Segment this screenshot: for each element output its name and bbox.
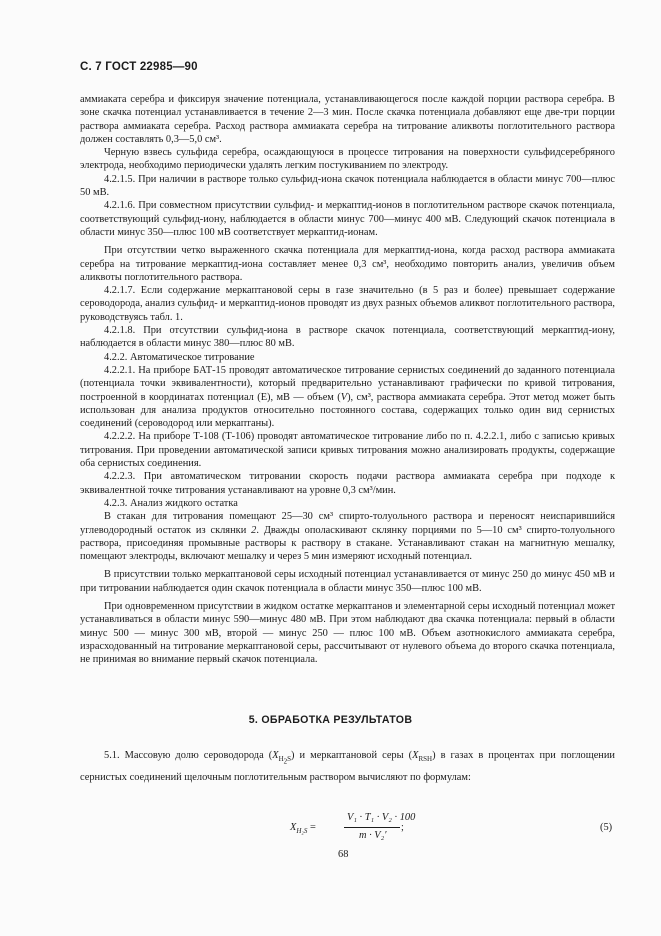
variable: X <box>272 750 279 761</box>
text-run: ), см³, раствора аммиаката серебра. Этот метод может быть использован для анализа продуктов относительно постоянного состава, содержащих только один вид сернистых соединений (сероводород или меркаптаны). <box>80 391 615 430</box>
paragraph <box>80 745 615 789</box>
paragraph: В присутствии только меркаптановой серы исходный потенциал устанавливается от минус 250 до минус 450 мВ и при титровании наблюдается один скачок потенциала в области минус 350—плюс 100 мВ. <box>80 569 615 594</box>
variable: X <box>412 750 419 761</box>
paragraph: 4.2.1.5. При наличии в растворе только сульфид-иона скачок потенциала наблюдается в области минус 700—плюс 50 мВ. <box>80 173 615 199</box>
paragraph: При одновременном присутствии в жидком остатке меркаптанов и элементарной серы исходный потенциал может устанавливаться в области минус 590—минус 480 мВ. При этом наблюдают два скачка потенциала: первый в области минус 500 — минус 300 мВ, второй — минус 250 — плюс 100 мВ. Объем азотнокислого аммиаката серебра, израсходованный на титрование меркаптановой серы, рассчитывают от нулевого объема до второго скачка потенциала, не принимая во внимание первый скачок потенциала. <box>80 600 615 666</box>
paragraph: 4.2.2.3. При автоматическом титровании скорость подачи раствора аммиаката серебра при подходе к эквивалентной точке титрования устанавливают на уровне 0,3 см³/мин. <box>80 471 615 496</box>
text-run: . Дважды ополаскивают склянку порциями по 5—10 см³ спирто-толуольного раствора, присоединяя промывные растворы к раствору в стакане. Устанавливают стакан на магнитную мешалку, помещают электроды, включают мешалку и через 5 мин измеряют исходный потенциал. <box>80 524 615 563</box>
paragraph <box>80 364 615 430</box>
subscript-part: S <box>287 755 292 764</box>
paragraph <box>80 510 615 563</box>
page-number: 68 <box>338 849 349 860</box>
paragraph: При отсутствии четко выраженного скачка потенциала для меркаптид-иона, когда расход раствора аммиаката серебра на титрование меркаптид-иона составляет менее 0,3 см³, необходимо повторить анализ, увеличив объем аликвоты поглотительного раствора. <box>80 245 615 283</box>
formula-lhs <box>290 822 316 836</box>
paragraph: 4.2.1.6. При совместном присутствии сульфид- и меркаптид-ионов в поглотительном растворе скачок потенциала, соответствующий сульфид-иону, наблюдается в области минус 700—минус 400 мВ. Следующий скачок потенциала в области минус 350—плюс 100 мВ соответствует меркаптид-ионам. <box>80 200 615 238</box>
subsection-heading: 4.2.2. Автоматическое титрование <box>104 351 255 363</box>
equals-sign: = <box>307 822 316 833</box>
equation-number: (5) <box>600 822 613 833</box>
subsection-heading: 4.2.3. Анализ жидкого остатка <box>104 497 238 509</box>
page-header: С. 7 ГОСТ 22985—90 <box>80 61 198 73</box>
text-run: В стакан для титрования помещают 25—30 см³ спирто-толуольного раствора и переносят неиспарившийся углеводородный остаток из склянки <box>80 511 615 536</box>
paragraph: аммиаката серебра и фиксируя значение потенциала, устанавливающегося после каждой порции раствора серебра. В зоне скачка потенциал устанавливается в течение 2—3 мин. После скачка потенциала добавляют еще две-три порции раствора аммиаката серебра. Расход раствора аммиаката серебра на титрование аликвоты поглотительного раствора должен составлять 0,3—5,0 см³. <box>80 94 615 145</box>
paragraph: 4.2.2.2. На приборе Т-108 (Т-106) проводят автоматическое титрование либо по п. 4.2.2.1, либо с записью кривых титрования. При проведении автоматической записи кривых титрования можно анализировать продукты, содержащие оба сернистых соединения. <box>80 431 615 470</box>
section-title: 5. ОБРАБОТКА РЕЗУЛЬТАТОВ <box>248 714 413 726</box>
item-number: 2 <box>251 524 257 536</box>
text-run: ) и меркаптановой серы ( <box>291 750 413 761</box>
subscript <box>278 755 292 766</box>
results-text <box>80 745 615 789</box>
subscript-part: 2 <box>283 757 288 766</box>
text-run: 5.1. Массовую долю сероводорода ( <box>104 750 273 761</box>
paragraph: Черную взвесь сульфида серебра, осаждающуюся в процессе титрования на поверхности сульфидсеребряного электрода, необходимо периодически удалять легким постукиванием по электроду. <box>80 147 615 172</box>
formula-numerator: V₁ · T₁ · V₂ · 100 <box>347 812 416 823</box>
body-text <box>80 93 615 666</box>
subscript: RSH <box>418 755 433 764</box>
fraction-bar <box>344 827 400 828</box>
subscript-part: H <box>278 755 284 764</box>
paragraph: 4.2.1.8. При отсутствии сульфид-иона в растворе скачок потенциала, соответствующий меркаптид-иону, наблюдается в области минус 380—плюс 80 мВ. <box>80 325 615 350</box>
formula-denominator: m · V₂′ <box>359 830 387 841</box>
formula-semicolon: ; <box>401 822 404 833</box>
text-run: ) в газах в процентах при поглощении сернистых соединений щелочным поглотительным раствором вычисляют по формулам: <box>80 750 615 783</box>
text-run: 4.2.2.1. На приборе БАТ-15 проводят автоматическое титрование сернистых соединений до заданного потенциала (потенциала точки эквивалентности), который предварительно устанавливают графически по кривой титрования, построенной в координатах потенциал (E), мВ — объем ( <box>80 364 615 403</box>
variable: X <box>290 822 297 833</box>
subscript: H₂S <box>296 827 308 836</box>
paragraph: 4.2.1.7. Если содержание меркаптановой серы в газе значительно (в 5 раз и более) превышает содержание сероводорода, анализ сульфид- и меркаптид-ионов проводят из двух разных объемов аликвот поглотительного раствора, руководствуясь табл. 1. <box>80 285 615 323</box>
variable: V <box>340 391 348 403</box>
